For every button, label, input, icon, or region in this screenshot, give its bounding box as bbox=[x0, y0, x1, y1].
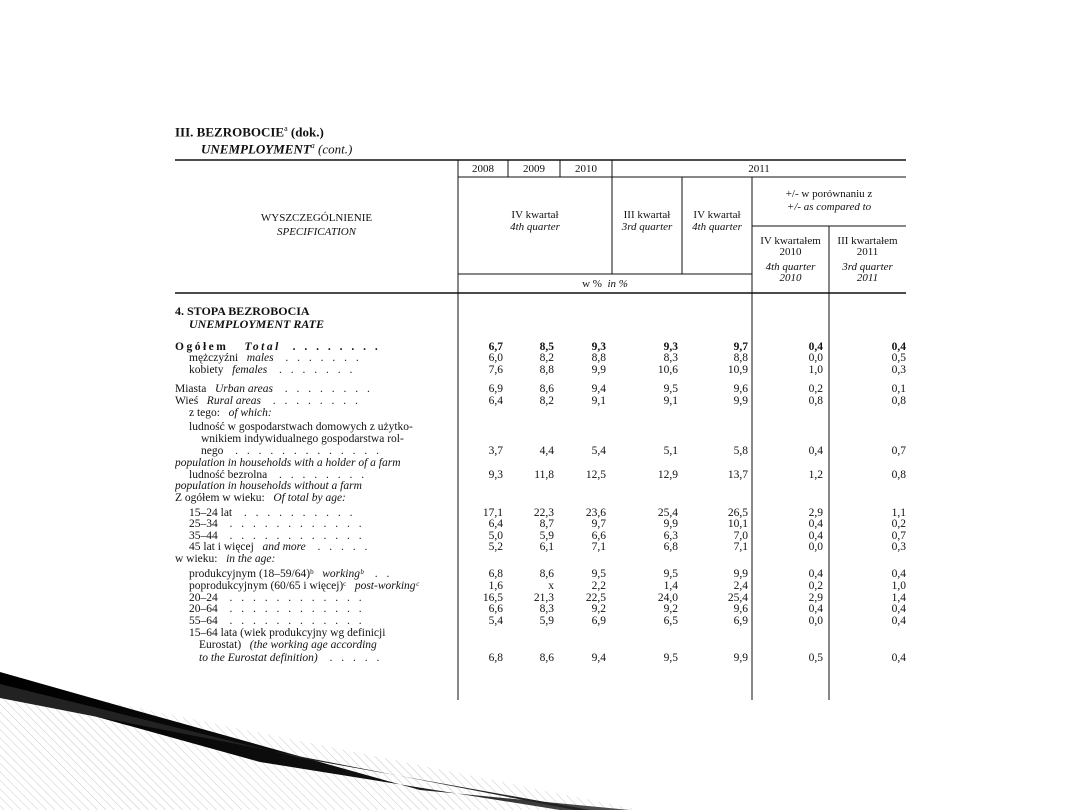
title-en-sup: a bbox=[310, 141, 315, 151]
row-leader-dots: . . . . . . . . . . . . bbox=[217, 592, 365, 604]
cell-value: 5,4 bbox=[488, 615, 503, 627]
cell-value: 2,9 bbox=[808, 507, 823, 519]
row-label bbox=[175, 553, 453, 565]
cell-value: 9,4 bbox=[591, 383, 606, 395]
cell-value: 6,8 bbox=[488, 568, 503, 580]
cell-value: 8,7 bbox=[539, 518, 554, 530]
cell-value: 8,8 bbox=[591, 352, 606, 364]
cell-value: 9,1 bbox=[591, 395, 606, 407]
cell-value: 0,4 bbox=[891, 341, 906, 353]
cell-value: 0,2 bbox=[808, 383, 823, 395]
cell-value: 0,2 bbox=[891, 518, 906, 530]
cell-value: 12,5 bbox=[585, 469, 606, 481]
cell-value: 8,6 bbox=[539, 383, 554, 395]
table-row bbox=[0, 603, 1080, 615]
unit-label bbox=[458, 279, 752, 290]
row-label bbox=[175, 518, 453, 530]
table-row bbox=[0, 395, 1080, 407]
cell-value: 6,6 bbox=[488, 603, 503, 615]
row-leader-dots: . . . . . . . . . . . . bbox=[217, 530, 365, 542]
row-label-pl: 45 lat i więcej bbox=[189, 541, 254, 553]
unit-pl: w % bbox=[582, 278, 602, 290]
row-leader-dots: . . . . . . . . bbox=[280, 341, 381, 353]
cell-value: 0,0 bbox=[808, 352, 823, 364]
section-title bbox=[175, 305, 324, 331]
cell-value: 0,8 bbox=[808, 395, 823, 407]
row-leader-dots: . . . . . . . . bbox=[267, 469, 368, 481]
iii-kwartal-en: 3rd quarter bbox=[621, 221, 673, 233]
table-row bbox=[0, 421, 1080, 433]
row-label-pl: Eurostat) bbox=[199, 639, 242, 651]
row-label-en: to the Eurostat definition) bbox=[199, 652, 318, 664]
row-label-pl: Wieś bbox=[175, 395, 199, 407]
cell-value: 9,4 bbox=[591, 652, 606, 664]
row-label-pl: 35–44 bbox=[189, 530, 218, 542]
table-row bbox=[0, 457, 1080, 469]
cell-value: 1,0 bbox=[808, 364, 823, 376]
cell-value: 1,0 bbox=[891, 580, 906, 592]
cell-value: 6,9 bbox=[733, 615, 748, 627]
year-2011: 2011 bbox=[748, 163, 770, 175]
row-label-pl: mężczyźni bbox=[189, 352, 239, 364]
title-pl-tail: (dok.) bbox=[290, 124, 324, 140]
row-label-en: Of total by age: bbox=[264, 492, 346, 504]
row-label bbox=[175, 652, 453, 664]
cell-value: 22,5 bbox=[585, 592, 606, 604]
row-label bbox=[175, 541, 453, 553]
row-label-pl: 25–34 bbox=[189, 518, 218, 530]
cell-value: 8,3 bbox=[663, 352, 678, 364]
cell-value: 0,4 bbox=[808, 518, 823, 530]
cell-value: 0,4 bbox=[808, 530, 823, 542]
row-leader-dots: . . . . . . . bbox=[273, 352, 362, 364]
cell-value: 9,2 bbox=[591, 603, 606, 615]
row-label bbox=[175, 421, 453, 433]
cell-value: 0,2 bbox=[808, 580, 823, 592]
cmp-col2-en2: 2011 bbox=[856, 272, 879, 284]
cell-value: 6,0 bbox=[488, 352, 503, 364]
cell-value: 9,5 bbox=[591, 568, 606, 580]
row-label-en: population in households without a farm bbox=[175, 480, 362, 492]
cell-value: 6,4 bbox=[488, 518, 503, 530]
row-label-en: Urban areas bbox=[206, 383, 273, 395]
cell-value: 8,8 bbox=[539, 364, 554, 376]
cell-value: 17,1 bbox=[482, 507, 503, 519]
cell-value: x bbox=[548, 580, 554, 592]
cell-value: 8,8 bbox=[733, 352, 748, 364]
cell-value: 5,8 bbox=[733, 445, 748, 457]
cell-value: 7,6 bbox=[488, 364, 503, 376]
title-pl-sup: a bbox=[284, 124, 288, 133]
row-label bbox=[175, 383, 453, 395]
row-label bbox=[175, 580, 453, 592]
cell-value: 7,0 bbox=[733, 530, 748, 542]
cell-value: 6,7 bbox=[488, 341, 503, 353]
cell-value: 9,7 bbox=[733, 341, 748, 353]
cell-value: 0,4 bbox=[891, 652, 906, 664]
cell-value: 11,8 bbox=[534, 469, 554, 481]
cell-value: 1,2 bbox=[808, 469, 823, 481]
row-leader-dots: . . . . . . . . . . . . bbox=[217, 603, 365, 615]
cell-value: 6,6 bbox=[591, 530, 606, 542]
table-row bbox=[0, 652, 1080, 664]
row-label-en: (the working age according bbox=[241, 639, 377, 651]
row-label bbox=[175, 395, 453, 407]
row-leader-dots: . . . . . bbox=[305, 541, 371, 553]
cell-value: 5,0 bbox=[488, 530, 503, 542]
cell-value: 0,1 bbox=[891, 383, 906, 395]
cell-value: 9,6 bbox=[733, 603, 748, 615]
row-leader-dots: . . . . . . . . . . . . . bbox=[223, 445, 382, 457]
row-leader-dots: . . . . . . . bbox=[267, 364, 356, 376]
row-label-pl: Z ogółem w wieku: bbox=[175, 492, 265, 504]
cell-value: 0,8 bbox=[891, 469, 906, 481]
cell-value: 9,7 bbox=[591, 518, 606, 530]
cell-value: 3,7 bbox=[488, 445, 503, 457]
cell-value: 9,9 bbox=[733, 568, 748, 580]
cell-value: 5,9 bbox=[539, 615, 554, 627]
title-en-tail: (cont.) bbox=[318, 141, 353, 157]
row-label-pl: ludność bezrolna bbox=[189, 469, 268, 481]
table-row bbox=[0, 541, 1080, 553]
cmp-col1-pl1: IV kwartałem bbox=[760, 235, 821, 247]
row-label-en: of which: bbox=[219, 407, 272, 419]
cell-value: 25,4 bbox=[657, 507, 678, 519]
row-label-pl: 20–64 bbox=[189, 603, 218, 615]
cell-value: 0,4 bbox=[808, 568, 823, 580]
cell-value: 2,4 bbox=[733, 580, 748, 592]
row-label-pl: Ogółem bbox=[175, 341, 229, 353]
row-leader-dots: . . . . . bbox=[317, 652, 383, 664]
cell-value: 0,7 bbox=[891, 445, 906, 457]
cell-value: 5,4 bbox=[591, 445, 606, 457]
row-label-pl: wnikiem indywidualnego gospodarstwa rol- bbox=[201, 433, 404, 445]
cell-value: 5,2 bbox=[488, 541, 503, 553]
cell-value: 9,3 bbox=[488, 469, 503, 481]
cell-value: 12,9 bbox=[657, 469, 678, 481]
cell-value: 0,0 bbox=[808, 541, 823, 553]
table-row bbox=[0, 553, 1080, 565]
iv-kwartal-2011-pl: IV kwartał bbox=[693, 209, 741, 221]
cell-value: 1,1 bbox=[891, 507, 906, 519]
unit-en: in % bbox=[607, 278, 628, 290]
table-row bbox=[0, 445, 1080, 457]
iv-kwartal-2011-en: 4th quarter bbox=[692, 221, 742, 233]
row-label bbox=[175, 445, 453, 457]
row-label-en: females bbox=[223, 364, 268, 376]
row-label bbox=[175, 627, 453, 639]
cell-value: 8,5 bbox=[539, 341, 554, 353]
year-2010: 2010 bbox=[575, 163, 597, 175]
cell-value: 0,3 bbox=[891, 364, 906, 376]
compare-en: +/- as compared to bbox=[786, 201, 872, 213]
row-leader-dots: . . . . . . . . . . . . bbox=[217, 615, 365, 627]
cell-value: 8,6 bbox=[539, 652, 554, 664]
cell-value: 9,1 bbox=[663, 395, 678, 407]
cell-value: 9,2 bbox=[663, 603, 678, 615]
cell-value: 0,4 bbox=[808, 341, 823, 353]
cmp-col1-pl2: 2010 bbox=[779, 246, 802, 258]
cell-value: 8,3 bbox=[539, 603, 554, 615]
cell-value: 9,5 bbox=[663, 652, 678, 664]
table-row bbox=[0, 639, 1080, 651]
cell-value: 9,9 bbox=[663, 518, 678, 530]
cell-value: 0,4 bbox=[891, 568, 906, 580]
row-label bbox=[175, 492, 453, 504]
row-label-pl: nego bbox=[201, 445, 224, 457]
cell-value: 6,9 bbox=[591, 615, 606, 627]
row-leader-dots: . . . . . . . . . . bbox=[232, 507, 356, 519]
row-label bbox=[175, 603, 453, 615]
title-pl: III. BEZROBOCIE bbox=[175, 124, 285, 140]
row-label bbox=[175, 407, 453, 419]
year-2009: 2009 bbox=[523, 163, 545, 175]
cell-value: 0,4 bbox=[808, 603, 823, 615]
cell-value: 8,6 bbox=[539, 568, 554, 580]
row-label-pl: ludność w gospodarstwach domowych z użytko- bbox=[189, 421, 413, 433]
cell-value: 9,3 bbox=[663, 341, 678, 353]
row-label-pl: 55–64 bbox=[189, 615, 218, 627]
cell-value: 0,5 bbox=[808, 652, 823, 664]
cell-value: 8,2 bbox=[539, 352, 554, 364]
row-leader-dots: . . . . . . . . . . . . bbox=[217, 518, 365, 530]
cmp-col2-pl1: III kwartałem bbox=[837, 235, 898, 247]
row-leader-dots: . . . . . . . . bbox=[261, 395, 361, 407]
table-row bbox=[0, 580, 1080, 592]
row-label bbox=[175, 480, 453, 492]
cmp-col2-en1: 3rd quarter bbox=[842, 261, 893, 273]
cell-value: 9,5 bbox=[663, 383, 678, 395]
row-label-pl: kobiety bbox=[189, 364, 224, 376]
cell-value: 6,5 bbox=[663, 615, 678, 627]
cell-value: 1,4 bbox=[891, 592, 906, 604]
row-label bbox=[175, 615, 453, 627]
row-label-pl: w wieku: bbox=[175, 553, 218, 565]
row-label-en: Total bbox=[228, 341, 281, 353]
row-label-en: population in households with a holder of a farm bbox=[175, 457, 401, 469]
cell-value: 9,9 bbox=[733, 652, 748, 664]
section-title-pl: 4. STOPA BEZROBOCIA bbox=[175, 304, 310, 318]
row-label bbox=[175, 639, 453, 651]
table-row bbox=[0, 383, 1080, 395]
cell-value: 0,4 bbox=[808, 445, 823, 457]
iv-kwartal-en: 4th quarter bbox=[510, 221, 560, 233]
table-row bbox=[0, 568, 1080, 580]
cell-value: 1,4 bbox=[663, 580, 678, 592]
row-label bbox=[175, 364, 453, 376]
cell-value: 9,9 bbox=[591, 364, 606, 376]
cell-value: 13,7 bbox=[727, 469, 748, 481]
row-label bbox=[175, 433, 453, 445]
cell-value: 22,3 bbox=[533, 507, 554, 519]
iv-kwartal-pl: IV kwartał bbox=[511, 209, 559, 221]
cell-value: 10,1 bbox=[727, 518, 748, 530]
cell-value: 0,4 bbox=[891, 615, 906, 627]
cell-value: 6,9 bbox=[488, 383, 503, 395]
table-row bbox=[0, 480, 1080, 492]
iii-kwartal-pl: III kwartał bbox=[623, 209, 671, 221]
spec-en: SPECIFICATION bbox=[276, 226, 357, 238]
cell-value: 2,9 bbox=[808, 592, 823, 604]
table-row bbox=[0, 433, 1080, 445]
cell-value: 10,6 bbox=[657, 364, 678, 376]
cell-value: 26,5 bbox=[727, 507, 748, 519]
row-label-pl: 15–64 lata (wiek produkcyjny wg definicji bbox=[189, 627, 386, 639]
table-row bbox=[0, 364, 1080, 376]
row-label-en: Rural areas bbox=[198, 395, 261, 407]
row-label bbox=[175, 352, 453, 364]
cmp-col2-pl2: 2011 bbox=[856, 246, 879, 258]
row-label-pl: 15–24 lat bbox=[189, 507, 233, 519]
cell-value: 9,5 bbox=[663, 568, 678, 580]
cell-value: 4,4 bbox=[539, 445, 554, 457]
row-label bbox=[175, 457, 453, 469]
cell-value: 6,8 bbox=[488, 652, 503, 664]
table-row bbox=[0, 352, 1080, 364]
table-row bbox=[0, 407, 1080, 419]
row-label-pl: 20–24 bbox=[189, 592, 218, 604]
cell-value: 6,3 bbox=[663, 530, 678, 542]
row-label-pl: produkcyjnym (18–59/64)ᵇ bbox=[189, 568, 314, 580]
compare-pl: +/- w porównaniu z bbox=[785, 188, 873, 200]
cell-value: 9,9 bbox=[733, 395, 748, 407]
cell-value: 0,4 bbox=[891, 603, 906, 615]
row-label-en: post-workingᶜ bbox=[346, 580, 419, 592]
row-label bbox=[175, 568, 453, 580]
cell-value: 7,1 bbox=[733, 541, 748, 553]
year-2008: 2008 bbox=[472, 163, 494, 175]
cell-value: 23,6 bbox=[585, 507, 606, 519]
cell-value: 25,4 bbox=[727, 592, 748, 604]
section-title-en: UNEMPLOYMENT RATE bbox=[189, 317, 325, 331]
row-leader-dots: . . . . . . . . bbox=[272, 383, 373, 395]
cell-value: 1,6 bbox=[488, 580, 503, 592]
cell-value: 6,4 bbox=[488, 395, 503, 407]
cell-value: 0,5 bbox=[891, 352, 906, 364]
cell-value: 10,9 bbox=[727, 364, 748, 376]
cell-value: 21,3 bbox=[533, 592, 554, 604]
cmp-col1-en1: 4th quarter bbox=[765, 261, 816, 273]
cell-value: 0,7 bbox=[891, 530, 906, 542]
cell-value: 9,3 bbox=[591, 341, 606, 353]
row-label-en: males bbox=[238, 352, 274, 364]
cell-value: 9,6 bbox=[733, 383, 748, 395]
row-leader-dots: . . bbox=[363, 568, 393, 580]
spec-pl: WYSZCZEGÓLNIENIE bbox=[260, 212, 373, 224]
table-row bbox=[0, 492, 1080, 504]
title-en: UNEMPLOYMENT bbox=[201, 141, 311, 157]
cell-value: 0,0 bbox=[808, 615, 823, 627]
cell-value: 6,8 bbox=[663, 541, 678, 553]
row-label-pl: z tego: bbox=[189, 407, 220, 419]
row-label-en: in the age: bbox=[217, 553, 276, 565]
cell-value: 5,9 bbox=[539, 530, 554, 542]
row-label-en: workingᵇ bbox=[313, 568, 364, 580]
row-label-pl: Miasta bbox=[175, 383, 207, 395]
cell-value: 6,1 bbox=[539, 541, 554, 553]
cell-value: 0,3 bbox=[891, 541, 906, 553]
table-row bbox=[0, 518, 1080, 530]
row-label-en: and more bbox=[253, 541, 306, 553]
cell-value: 24,0 bbox=[657, 592, 678, 604]
table-row bbox=[0, 627, 1080, 639]
cell-value: 8,2 bbox=[539, 395, 554, 407]
cell-value: 5,1 bbox=[663, 445, 678, 457]
cell-value: 0,8 bbox=[891, 395, 906, 407]
cmp-col1-en2: 2010 bbox=[779, 272, 802, 284]
cell-value: 7,1 bbox=[591, 541, 606, 553]
cell-value: 16,5 bbox=[482, 592, 503, 604]
table-row bbox=[0, 615, 1080, 627]
row-label-pl: poprodukcyjnym (60/65 i więcej)ᶜ bbox=[189, 580, 347, 592]
cell-value: 2,2 bbox=[591, 580, 606, 592]
